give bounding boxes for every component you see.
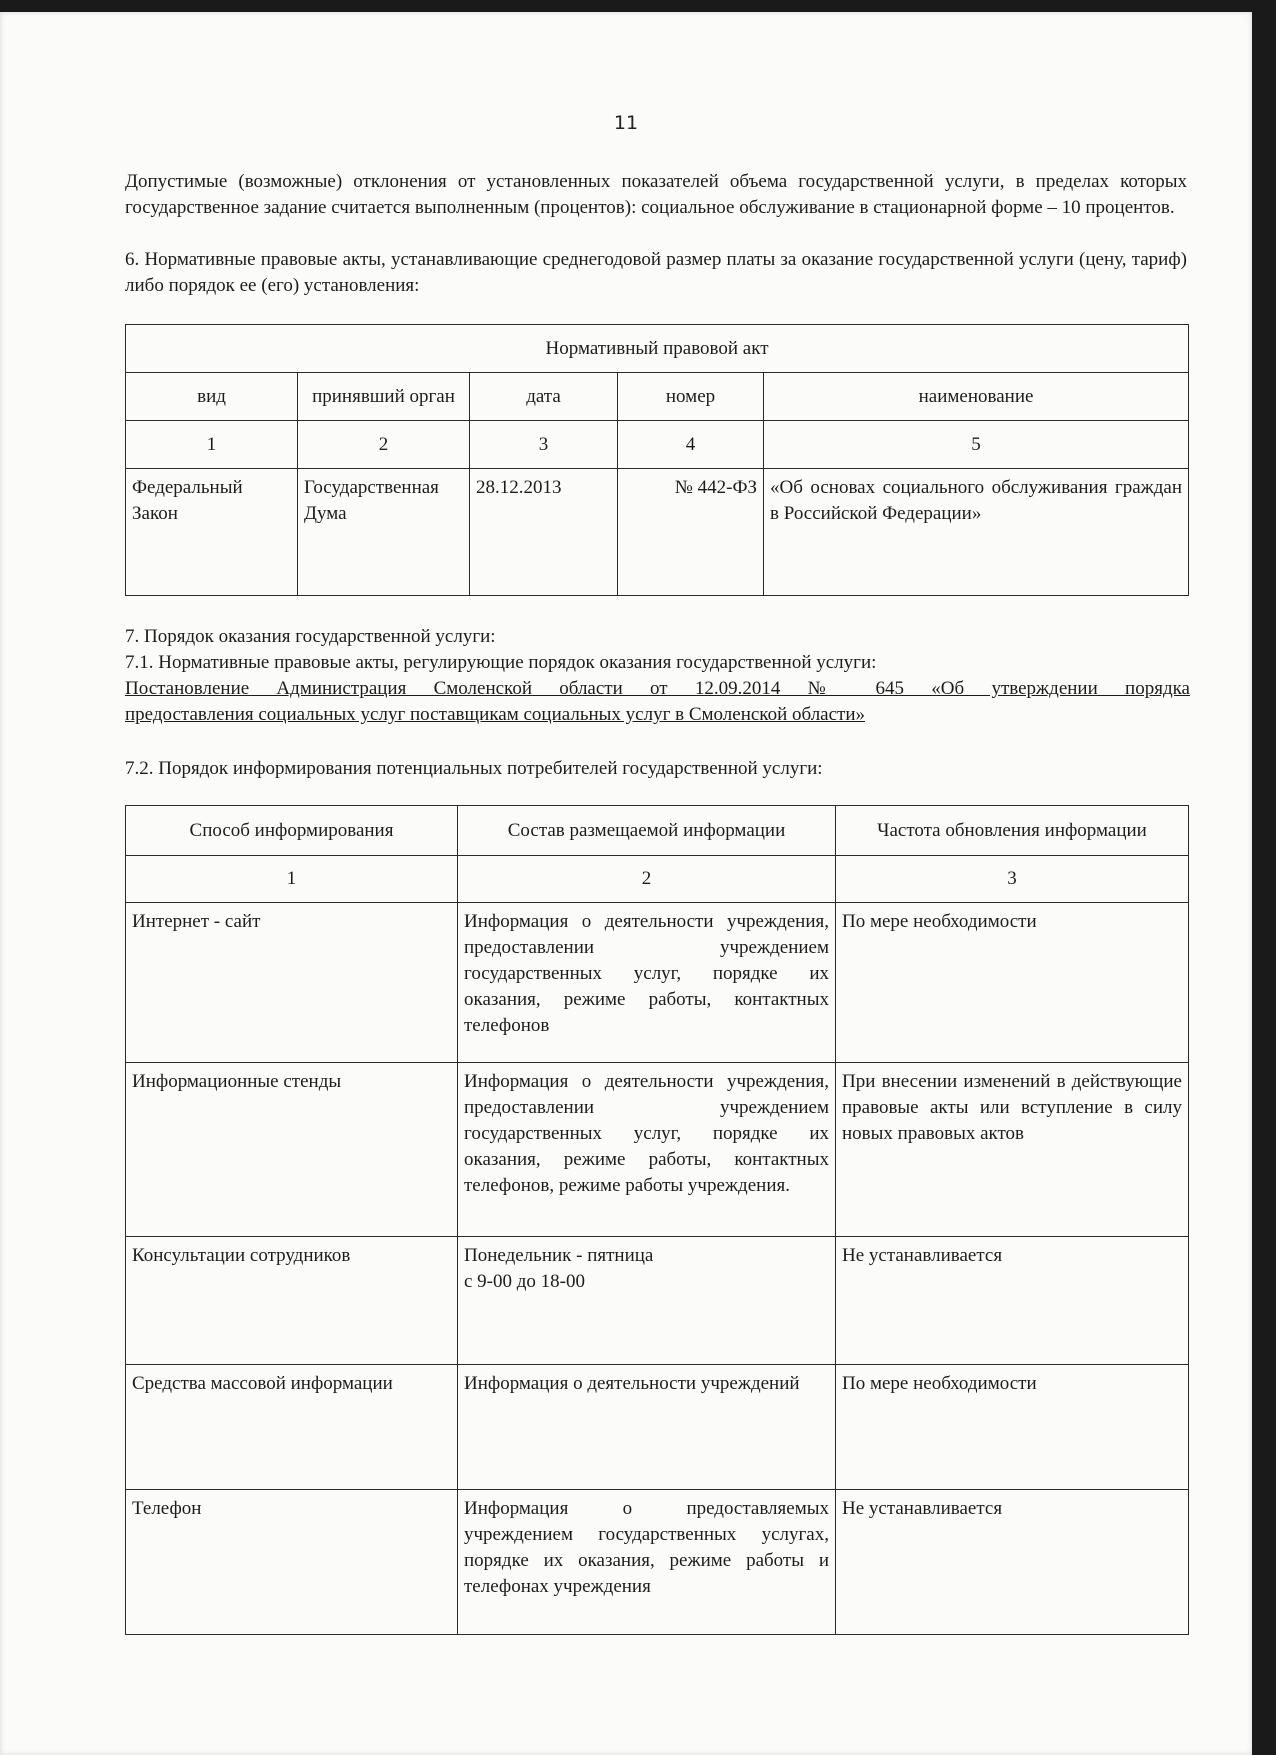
info-content: Информация о предоставляемых учреждением государственных услугах, порядке их оказания, режиме работы и телефонах учреждения (458, 1490, 836, 1635)
info-frequency: При внесении изменений в действующие правовые акты или вступление в силу новых правовых актов (836, 1063, 1189, 1237)
info-header-method: Способ информирования (126, 806, 458, 856)
npa-number: № 442-ФЗ (618, 469, 764, 596)
info-content-hours: с 9-00 до 18-00 (464, 1271, 586, 1292)
info-content: Понедельник - пятница (464, 1245, 654, 1266)
info-method: Средства массовой информации (126, 1365, 458, 1490)
section-6-paragraph: 6. Нормативные правовые акты, устанавливающие среднегодовой размер платы за оказание государственной услуги (цену, тариф) либо порядок ее (его) установления: (125, 249, 1187, 296)
deviation-paragraph: Допустимые (возможные) отклонения от установленных показателей объема государственной услуги, в пределах которых государственное задание считается выполненным (процентов): социальное обслуживание в стационарной форме – 10 процентов. (125, 171, 1187, 218)
info-frequency: Не устанавливается (836, 1490, 1189, 1635)
page-number: 11 (613, 112, 639, 134)
npa-caption: Нормативный правовой акт (126, 325, 1189, 373)
npa-header-number: номер (618, 373, 764, 421)
info-frequency: По мере необходимости (836, 1365, 1189, 1490)
npa-type: Федеральный Закон (126, 469, 298, 596)
info-colnum: 1 (126, 856, 458, 903)
info-content: Информация о деятельности учреждения, предоставлении учреждением государственных услуг, порядке их оказания, режиме работы, контактных телефонов (458, 903, 836, 1063)
table-row (126, 1365, 1189, 1490)
informing-table (125, 805, 1189, 1635)
npa-colnum: 4 (618, 421, 764, 469)
info-content-cell (458, 1237, 836, 1365)
section-7-2: 7.2. Порядок информирования потенциальных потребителей государственной услуги: (125, 758, 823, 779)
info-method: Телефон (126, 1490, 458, 1635)
info-header-frequency: Частота обновления информации (836, 806, 1189, 856)
npa-colnum: 3 (470, 421, 618, 469)
section-7-1: 7.1. Нормативные правовые акты, регулирующие порядок оказания государственной услуги: (125, 652, 877, 673)
table-row (126, 1063, 1189, 1237)
info-content: Информация о деятельности учреждений (458, 1365, 836, 1490)
npa-colnum: 5 (764, 421, 1189, 469)
info-frequency: Не устанавливается (836, 1237, 1189, 1365)
npa-header-date: дата (470, 373, 618, 421)
table-row (126, 1237, 1189, 1365)
npa-colnum: 1 (126, 421, 298, 469)
table-row (126, 1490, 1189, 1635)
npa-header-name: наименование (764, 373, 1189, 421)
info-header-content: Состав размещаемой информации (458, 806, 836, 856)
info-colnum: 3 (836, 856, 1189, 903)
info-method: Консультации сотрудников (126, 1237, 458, 1365)
npa-organ: Государственная Дума (298, 469, 470, 596)
info-colnum: 2 (458, 856, 836, 903)
regulation-act-line-2: предоставления социальных услуг поставщикам социальных услуг в Смоленской области» (125, 704, 866, 725)
npa-header-type: вид (126, 373, 298, 421)
table-row (126, 903, 1189, 1063)
info-frequency: По мере необходимости (836, 903, 1189, 1063)
npa-header-organ: принявший орган (298, 373, 470, 421)
npa-name: «Об основах социального обслуживания граждан в Российской Федерации» (764, 469, 1189, 596)
info-method: Интернет - сайт (126, 903, 458, 1063)
regulation-act-line-1: Постановление Администрация Смоленской области от 12.09.2014 № 645 «Об утверждении порядка (125, 678, 1190, 699)
info-content: Информация о деятельности учреждения, предоставлении учреждением государственных услуг, порядке их оказания, режиме работы, контактных телефонов, режиме работы учреждения. (458, 1063, 836, 1237)
document-page (0, 12, 1252, 1755)
normative-act-table (125, 324, 1189, 596)
npa-date: 28.12.2013 (470, 469, 618, 596)
npa-colnum: 2 (298, 421, 470, 469)
info-method: Информационные стенды (126, 1063, 458, 1237)
section-7-title: 7. Порядок оказания государственной услуги: (125, 626, 496, 647)
